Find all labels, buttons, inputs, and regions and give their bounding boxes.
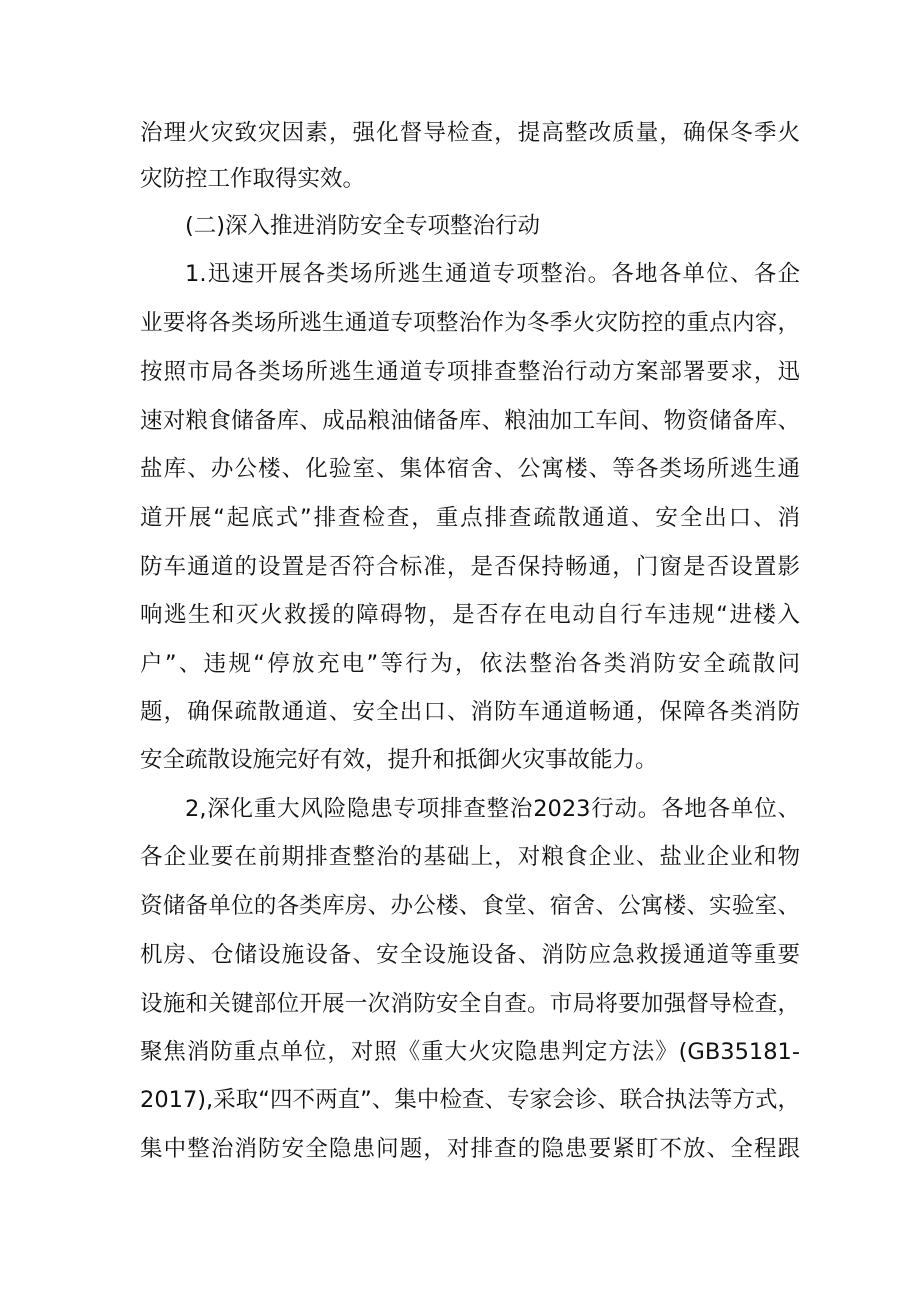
body-text-line: 防车通道的设置是否符合标准，是否保持畅通，门窗是否设置影 bbox=[140, 554, 800, 580]
item-2-first-line: 2,深化重大风险隐患专项排查整治2023行动。各地各单位、 bbox=[185, 796, 800, 822]
body-text-line: 机房、仓储设施设备、安全设施设备、消防应急救援通道等重要 bbox=[140, 942, 800, 968]
body-text-line: 资储备单位的各类库房、办公楼、食堂、宿舍、公寓楼、实验室、 bbox=[140, 893, 800, 919]
body-text-line: 治理火灾致灾因素，强化督导检查，提高整改质量，确保冬季火 bbox=[140, 120, 800, 146]
body-text-line: 题，确保疏散通道、安全出口、消防车通道畅通，保障各类消防 bbox=[140, 699, 800, 725]
body-text-line: 各企业要在前期排查整治的基础上，对粮食企业、盐业企业和物 bbox=[140, 844, 800, 870]
body-text-line: 按照市局各类场所逃生通道专项排查整治行动方案部署要求，迅 bbox=[140, 359, 800, 385]
section-heading: (二)深入推进消防安全专项整治行动 bbox=[185, 213, 541, 239]
body-text-line: 业要将各类场所逃生通道专项整治作为冬季火灾防控的重点内容， bbox=[140, 310, 800, 336]
body-text-line: 2017),采取“四不两直”、集中检查、专家会诊、联合执法等方式， bbox=[140, 1087, 800, 1113]
body-text-line: 灾防控工作取得实效。 bbox=[140, 166, 366, 192]
body-text-line: 盐库、办公楼、化验室、集体宿舍、公寓楼、等各类场所逃生通 bbox=[140, 456, 800, 482]
body-text-line: 集中整治消防安全隐患问题，对排查的隐患要紧盯不放、全程跟 bbox=[140, 1136, 800, 1162]
body-text-line: 道开展“起底式”排查检查，重点排查疏散通道、安全出口、消 bbox=[140, 505, 800, 531]
body-text-line: 响逃生和灭火救援的障碍物，是否存在电动自行车违规“进楼入 bbox=[140, 602, 800, 628]
body-text-line: 聚焦消防重点单位，对照《重大火灾隐患判定方法》(GB35181- bbox=[140, 1039, 800, 1065]
body-text-line: 安全疏散设施完好有效，提升和抵御火灾事故能力。 bbox=[140, 747, 658, 773]
body-text-line: 户”、违规“停放充电”等行为，依法整治各类消防安全疏散问 bbox=[140, 651, 800, 677]
item-1-first-line: 1.迅速开展各类场所逃生通道专项整治。各地各单位、各企 bbox=[185, 261, 800, 287]
body-text-line: 速对粮食储备库、成品粮油储备库、粮油加工车间、物资储备库、 bbox=[140, 408, 800, 434]
body-text-line: 设施和关键部位开展一次消防安全自查。市局将要加强督导检查， bbox=[140, 991, 800, 1017]
